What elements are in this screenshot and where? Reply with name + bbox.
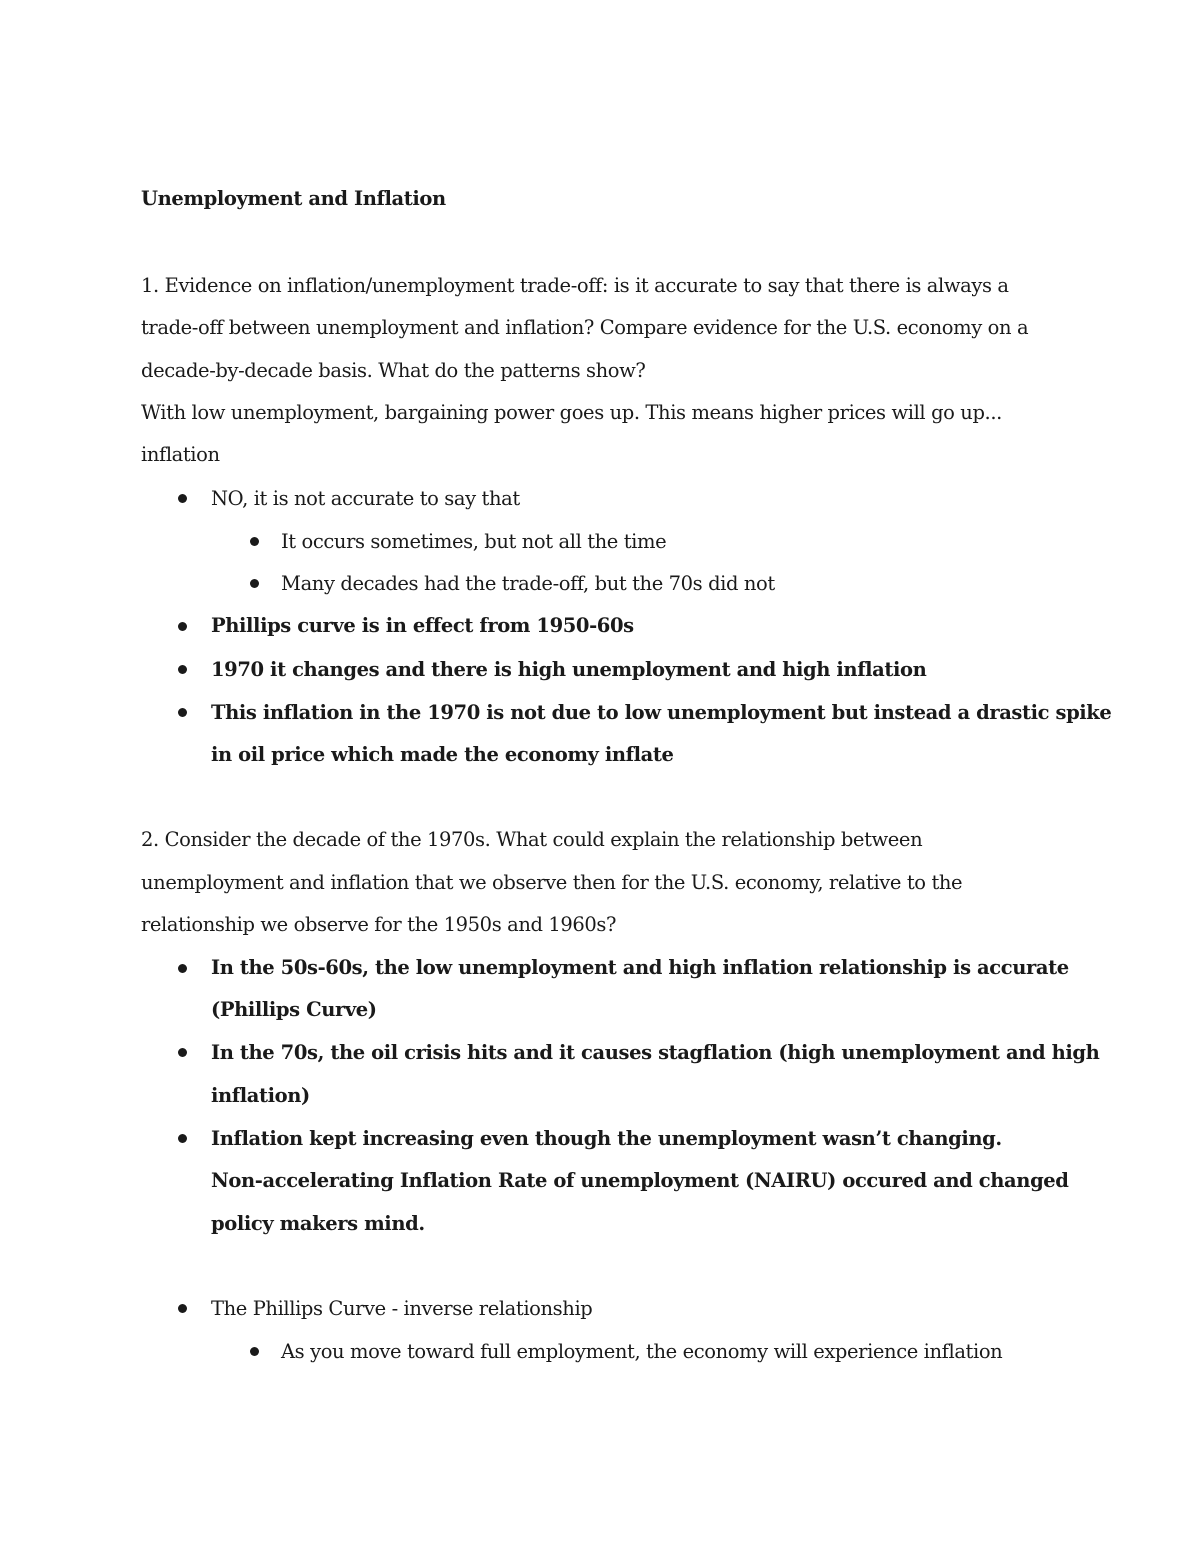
phillips-sub-bullet: As you move toward full employment, the economy will experience inflation bbox=[281, 1340, 1003, 1363]
bullet-icon bbox=[250, 537, 259, 546]
bullet-icon bbox=[178, 1304, 187, 1313]
q1-bullet-3: 1970 it changes and there is high unemployment and high inflation bbox=[211, 658, 927, 681]
q2-bullet-3-line-2: Non-accelerating Inflation Rate of unemployment (NAIRU) occured and changed bbox=[211, 1169, 1069, 1192]
answer-note-line-1: With low unemployment, bargaining power goes up. This means higher prices will go up... bbox=[141, 401, 1002, 424]
q1-bullet-1: NO, it is not accurate to say that bbox=[211, 487, 520, 510]
bullet-icon bbox=[178, 1048, 187, 1057]
bullet-icon bbox=[178, 622, 187, 631]
question-2-line-2: unemployment and inflation that we observe then for the U.S. economy, relative to the bbox=[141, 871, 963, 894]
q1-bullet-4-line-1: This inflation in the 1970 is not due to low unemployment but instead a drastic spike bbox=[211, 701, 1112, 724]
q2-bullet-2-line-2: inflation) bbox=[211, 1084, 310, 1107]
q1-sub-bullet-1: It occurs sometimes, but not all the time bbox=[281, 530, 667, 553]
question-2-line-1: 2. Consider the decade of the 1970s. What could explain the relationship between bbox=[141, 828, 923, 851]
bullet-icon bbox=[178, 964, 187, 973]
q2-bullet-3-line-3: policy makers mind. bbox=[211, 1212, 425, 1235]
bullet-icon bbox=[250, 579, 259, 588]
bullet-icon bbox=[178, 494, 187, 503]
q2-bullet-1-line-2: (Phillips Curve) bbox=[211, 998, 377, 1021]
q2-bullet-3-line-1: Inflation kept increasing even though the unemployment wasn’t changing. bbox=[211, 1127, 1002, 1150]
q1-bullet-4-line-2: in oil price which made the economy inflate bbox=[211, 743, 674, 766]
question-2-line-3: relationship we observe for the 1950s and 1960s? bbox=[141, 913, 617, 936]
q2-bullet-2-line-1: In the 70s, the oil crisis hits and it causes stagflation (high unemployment and high bbox=[211, 1041, 1100, 1064]
question-1-line-2: trade-off between unemployment and inflation? Compare evidence for the U.S. economy on a bbox=[141, 316, 1029, 339]
bullet-icon bbox=[178, 708, 187, 717]
phillips-bullet: The Phillips Curve - inverse relationship bbox=[211, 1297, 593, 1320]
q1-sub-bullet-2: Many decades had the trade-off, but the 70s did not bbox=[281, 572, 775, 595]
bullet-icon bbox=[178, 1134, 187, 1143]
q1-bullet-2: Phillips curve is in effect from 1950-60s bbox=[211, 614, 634, 637]
question-1-line-1: 1. Evidence on inflation/unemployment trade-off: is it accurate to say that there is always a bbox=[141, 274, 1009, 297]
question-1-line-3: decade-by-decade basis. What do the patterns show? bbox=[141, 359, 646, 382]
bullet-icon bbox=[250, 1347, 259, 1356]
bullet-icon bbox=[178, 665, 187, 674]
q2-bullet-1-line-1: In the 50s-60s, the low unemployment and high inflation relationship is accurate bbox=[211, 956, 1069, 979]
answer-note-line-2: inflation bbox=[141, 443, 220, 466]
document-title: Unemployment and Inflation bbox=[141, 187, 446, 210]
